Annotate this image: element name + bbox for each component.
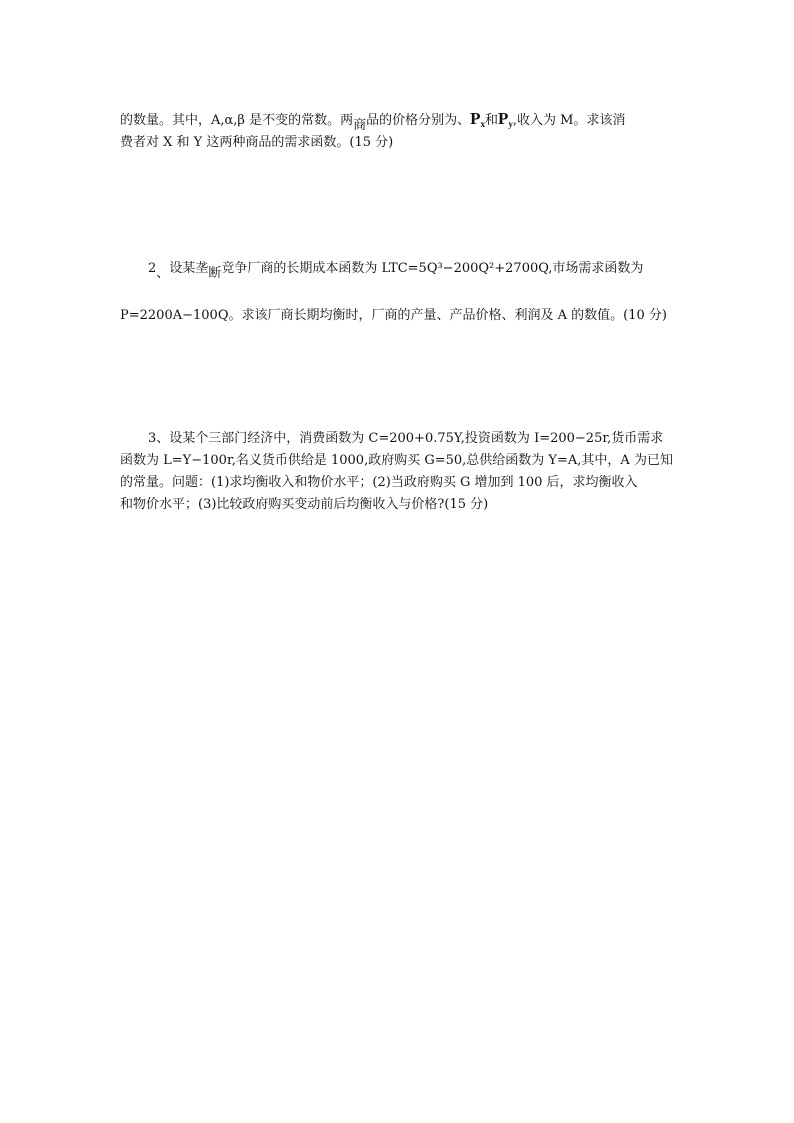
question-3-line-4: 和物价水平；(3)比较政府购买变动前后均衡收入与价格?(15 分) bbox=[120, 497, 489, 512]
question-3-line-2: 函数为 L=Y−100r,名义货币供给是 1000,政府购买 G=50,总供给函数为 Y=A,其中，A 为已知 bbox=[120, 453, 673, 468]
q1-he: 和 bbox=[485, 113, 499, 128]
question-1-line-2: 费者对 X 和 Y 这两种商品的需求函数。(15 分) bbox=[120, 135, 394, 150]
question-1-line-1 bbox=[120, 108, 680, 132]
py-symbol: Py bbox=[498, 109, 513, 129]
question-3 bbox=[120, 428, 680, 516]
question-2-line-1: 2、设某垄断竞争厂商的长期成本函数为 LTC=5Q³−200Q²+2700Q,市场需求函数为 bbox=[148, 261, 644, 281]
question-2 bbox=[120, 258, 680, 280]
q1-text-low: 商 bbox=[353, 118, 367, 133]
q1-text-c: ,收入为 M。求该消 bbox=[512, 113, 626, 128]
px-symbol: Px bbox=[470, 109, 486, 129]
q2-number: 2 bbox=[148, 261, 157, 276]
question-3-line-1: 3、设某个三部门经济中，消费函数为 C=200+0.75Y,投资函数为 I=200−25r,货币需求 bbox=[148, 431, 664, 446]
question-3-line-3: 的常量。问题：(1)求均衡收入和物价水平；(2)当政府购买 G 增加到 100 后，求均衡收入 bbox=[120, 475, 638, 490]
question-2-line-2: P=2200A−100Q。求该厂商长期均衡时，厂商的产量、产品价格、利润及 A 的数值。(10 分) bbox=[120, 308, 667, 323]
q1-text-b: 品的价格分别为、 bbox=[366, 113, 471, 128]
q1-text-a: 的数量。其中，A,α,β 是不变的常数。两 bbox=[120, 113, 354, 128]
question-1 bbox=[120, 108, 680, 154]
